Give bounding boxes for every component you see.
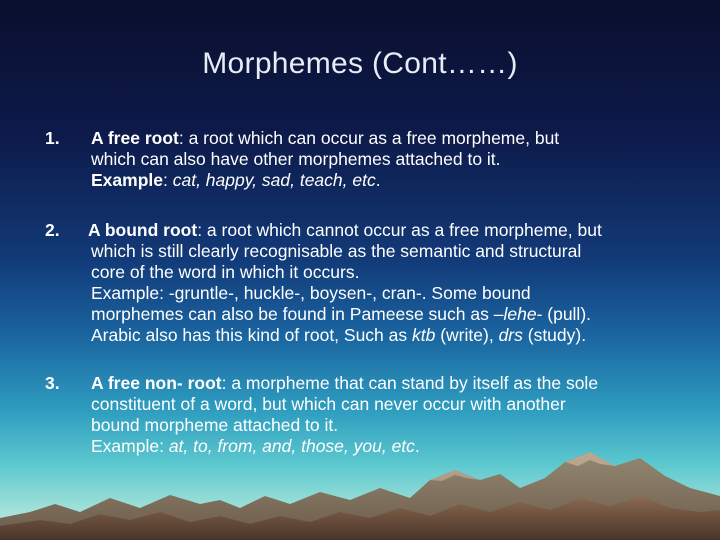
slide-title: Morphemes (Cont……) — [202, 47, 518, 80]
item-number: 1. — [45, 128, 60, 148]
term: A free root — [91, 128, 179, 148]
text-line: which can also have other morphemes attached to it. — [91, 149, 501, 169]
term: A bound root — [88, 220, 198, 240]
text-line: : a root which cannot occur as a free morpheme, but — [197, 220, 602, 240]
item-text — [91, 373, 701, 457]
text-line: Example: — [91, 436, 169, 456]
example-words: cat, happy, sad, teach, etc — [172, 170, 376, 190]
item-number: 3. — [45, 373, 60, 393]
text-line: . — [414, 436, 420, 456]
example-word: drs — [498, 325, 523, 345]
item-number: 2. — [45, 220, 60, 240]
text-line: bound morpheme attached to it. — [91, 415, 339, 435]
example-word: ktb — [412, 325, 436, 345]
text-line: constituent of a word, but which can never occur with another — [91, 394, 566, 414]
example-label: Example — [91, 170, 163, 190]
text-line: morphemes can also be found in Pameese such as – — [91, 304, 504, 324]
text-line: : a root which can occur as a free morpheme, but — [178, 128, 560, 148]
example-words: at, to, from, and, those, you, etc — [168, 436, 415, 456]
text-line: Arabic also has this kind of root, Such as — [91, 325, 412, 345]
text-line: (write), — [435, 325, 499, 345]
text-line: - (pull). — [536, 304, 592, 324]
text-line: (study). — [522, 325, 587, 345]
text-line: : — [162, 170, 173, 190]
item-text — [88, 220, 698, 346]
term: A free non- root — [91, 373, 222, 393]
text-line: core of the word in which it occurs. — [91, 262, 360, 282]
item-text — [91, 128, 701, 191]
text-line: Example: -gruntle-, huckle-, boysen-, cran-. Some bound — [91, 283, 531, 303]
text-line: . — [375, 170, 381, 190]
text-line: which is still clearly recognisable as the semantic and structural — [91, 241, 582, 261]
example-word: lehe — [503, 304, 537, 324]
text-line: : a morpheme that can stand by itself as the sole — [221, 373, 599, 393]
